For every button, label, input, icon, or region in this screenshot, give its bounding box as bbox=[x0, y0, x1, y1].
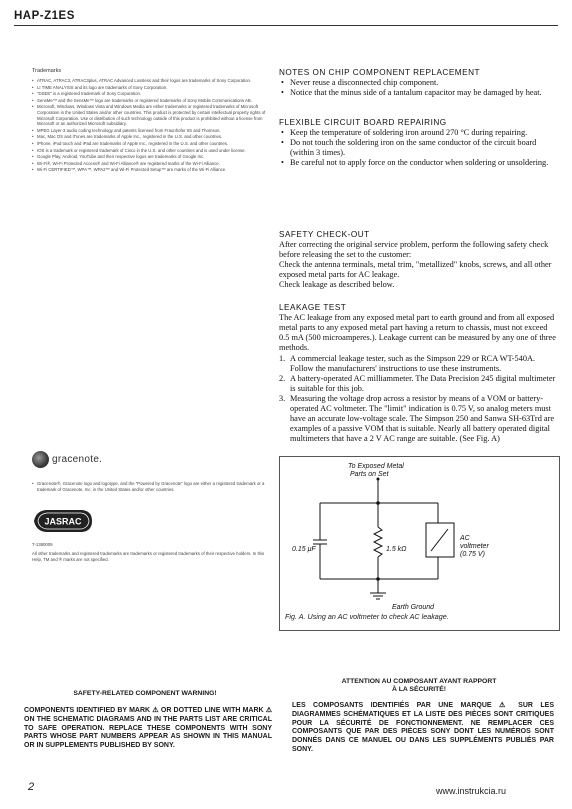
trademark-item: • Google Play, Android, YouTube and their respective logos are trademarks of Google Inc. bbox=[32, 154, 270, 160]
safety-warning-title-en: SAFETY-RELATED COMPONENT WARNING! bbox=[73, 690, 217, 697]
safety-paragraph: Check the antenna terminals, metal trim, "metallized" knobs, screws, and all other exposed metal parts for AC leakage. bbox=[279, 260, 552, 279]
other-trademarks-note: All other trademarks and registered trademarks are trademarks or registered trademarks of their respective holders. In this Help, TM and ® marks are not specified. bbox=[32, 551, 265, 562]
chip-replacement-heading: NOTES ON CHIP COMPONENT REPLACEMENT bbox=[279, 68, 480, 77]
safety-checkout-heading: SAFETY CHECK-OUT bbox=[279, 230, 370, 239]
svg-text:JASRAC: JASRAC bbox=[44, 516, 82, 527]
list-item: • Keep the temperature of soldering iron around 270 °C during repairing. bbox=[279, 128, 559, 138]
model-title: HAP-Z1ES bbox=[14, 10, 75, 22]
leakage-test-heading: LEAKAGE TEST bbox=[279, 303, 347, 312]
list-item: 3. Measuring the voltage drop across a resistor by means of a VOM or battery-operated AC voltmeter. The "limit" indication is 0.75 V, so analog meters must have an accurate low-voltage scale. The Simpson 250 and Sanwa SH-63Trd are examples of a passive VOM that is suitable. Nearly all battery operated digital multimeters that have a 2 V AC range are suitable. (See Fig. A) bbox=[279, 394, 555, 443]
meter-label-range: (0.75 V) bbox=[460, 551, 485, 558]
figure-caption: Fig. A. Using an AC voltmeter to check AC leakage. bbox=[285, 612, 449, 621]
trademarks-list bbox=[32, 78, 270, 174]
chip-replacement-list bbox=[279, 78, 559, 98]
ground-label: Earth Ground bbox=[392, 604, 435, 611]
label-parts-on-set: Parts on Set bbox=[350, 471, 389, 478]
title-line: À LA SÉCURITÉ! bbox=[391, 686, 447, 693]
gracenote-logo-text: gracenote. bbox=[52, 454, 103, 465]
jasrac-logo bbox=[32, 507, 94, 540]
title-line: ATTENTION AU COMPOSANT AYANT RAPPORT bbox=[341, 678, 497, 685]
trademark-item: • SensMe™ and the SensMe™ logo are trademarks or registered trademarks of Sony Mobile Communications AB. bbox=[32, 98, 270, 104]
label-exposed-metal: To Exposed Metal bbox=[348, 463, 404, 470]
header-rule bbox=[14, 25, 558, 26]
trademarks-heading: Trademarks bbox=[32, 68, 62, 74]
trademark-item: • IOS is a trademark or registered trademark of Cisco in the U.S. and other countries and is used under license. bbox=[32, 148, 270, 154]
gracenote-logo bbox=[32, 451, 102, 468]
figure-a-box bbox=[279, 456, 560, 631]
trademark-item: • Microsoft, Windows, Windows Vista and Windows Media are either trademarks or registered trademarks of Microsoft Corporation in the United States and/or other countries. This product is protected by certain intellectual property rights of Microsoft Corporation. Use or distribution of such technology outside of this product is prohibited without a license from Microsoft or an authorized Microsoft subsidiary. bbox=[32, 104, 270, 126]
watermark: www.instrukcia.ru bbox=[436, 786, 507, 796]
gracenote-list bbox=[32, 481, 270, 492]
safety-warning-body-en: COMPONENTS IDENTIFIED BY MARK ⚠ OR DOTTED LINE WITH MARK ⚠ ON THE SCHEMATIC DIAGRAMS AND IN THE PARTS LIST ARE CRITICAL TO SAFE OPERATION. REPLACE THESE COMPONENTS WITH SONY PARTS WHOSE PART NUMBERS APPEAR AS SHOWN IN THIS MANUAL OR IN SUPPLEMENTS PUBLISHED BY SONY. bbox=[24, 707, 272, 750]
trademark-item: • Wi-Fi®, Wi-Fi Protected Access® and Wi-Fi Alliance® are registered marks of the Wi-Fi Alliance. bbox=[32, 161, 270, 167]
jasrac-number: T-1380009 bbox=[32, 542, 53, 547]
gracenote-mark-icon bbox=[32, 451, 49, 468]
list-item: • Do not touch the soldering iron on the same conductor of the circuit board (within 3 times). bbox=[279, 138, 559, 158]
safety-warning-body-fr: LES COMPOSANTS IDENTIFIÉS PAR UNE MARQUE ⚠ SUR LES DIAGRAMMES SCHÉMATIQUES ET LA LISTE DES PIÈCES SONT CRITIQUES POUR LA SÉCURITÉ DE FONCTIONNEMENT. NE REMPLACER CES COMPOSANTS QUE PAR DES PIÈCES SONY DONT LES NUMÉROS SONT DONNÉS DANS CE MANUEL OU DANS LES SUPPLÉMENTS PUBLIÉS PAR SONY. bbox=[292, 702, 554, 753]
trademark-item: • ATRAC, ATRAC3, ATRAC3plus, ATRAC Advanced Lossless and their logos are trademarks of Sony Corporation. bbox=[32, 78, 270, 84]
resistor-label: 1.5 kΩ bbox=[386, 546, 407, 553]
trademark-item: • MPEG Layer-3 audio coding technology and patents licensed from Fraunhofer IIS and Thomson. bbox=[32, 128, 270, 134]
flex-board-list bbox=[279, 128, 559, 168]
list-item: • Be careful not to apply force on the conductor when soldering or unsoldering. bbox=[279, 158, 559, 168]
safety-warning-title-fr bbox=[279, 678, 559, 694]
meter-label-voltmeter: voltmeter bbox=[460, 543, 489, 550]
trademark-item: • Wi-Fi CERTIFIED™, WPA™, WPA2™ and Wi-Fi Protected Setup™ are marks of the Wi-Fi Alliance. bbox=[32, 167, 270, 173]
list-item: 1. A commercial leakage tester, such as the Simpson 229 or RCA WT-540A. Follow the manufacturers' instructions to use these instruments. bbox=[279, 354, 536, 373]
leakage-circuit-diagram bbox=[280, 457, 559, 630]
list-item: • Never reuse a disconnected chip component. bbox=[279, 78, 559, 88]
capacitor-label: 0.15 μF bbox=[292, 546, 316, 553]
jasrac-logo-icon bbox=[32, 507, 94, 535]
safety-checkout-text bbox=[279, 240, 559, 290]
leakage-methods-list bbox=[279, 354, 559, 444]
meter-label-ac: AC bbox=[460, 535, 470, 542]
trademark-item: • Mac, Mac OS and iTunes are trademarks of Apple Inc., registered in the U.S. and other countries. bbox=[32, 134, 270, 140]
flex-board-heading: FLEXIBLE CIRCUIT BOARD REPAIRING bbox=[279, 118, 447, 127]
safety-paragraph: After correcting the original service problem, perform the following safety check before releasing the set to the customer: bbox=[279, 240, 549, 259]
leakage-test-text: The AC leakage from any exposed metal part to earth ground and from all exposed metal parts to any exposed metal part having a return to chassis, must not exceed 0.5 mA (500 microamperes.). Leakage current can be measured by any one of three methods. bbox=[279, 313, 556, 352]
page-number: 2 bbox=[28, 781, 35, 793]
trademark-item: • "DSEE" is a registered trademark of Sony Corporation. bbox=[32, 91, 270, 97]
list-item: 2. A battery-operated AC milliammeter. The Data Precision 245 digital multimeter is suitable for this job. bbox=[279, 374, 556, 393]
trademark-item: • LI TIME ANALYSIS and its logo are trademarks of Sony Corporation. bbox=[32, 85, 270, 91]
gracenote-item: • Gracenote®, Gracenote logo and logotype, and the "Powered by Gracenote" logo are either a registered trademark or a trademark of Gracenote, Inc. in the United States and/or other countries. bbox=[32, 481, 270, 492]
list-item: • Notice that the minus side of a tantalum capacitor may be damaged by heat. bbox=[279, 88, 559, 98]
safety-paragraph: Check leakage as described below. bbox=[279, 280, 395, 289]
trademark-item: • iPhone, iPod touch and iPad are trademarks of Apple Inc., registered in the U.S. and other countries. bbox=[32, 141, 270, 147]
